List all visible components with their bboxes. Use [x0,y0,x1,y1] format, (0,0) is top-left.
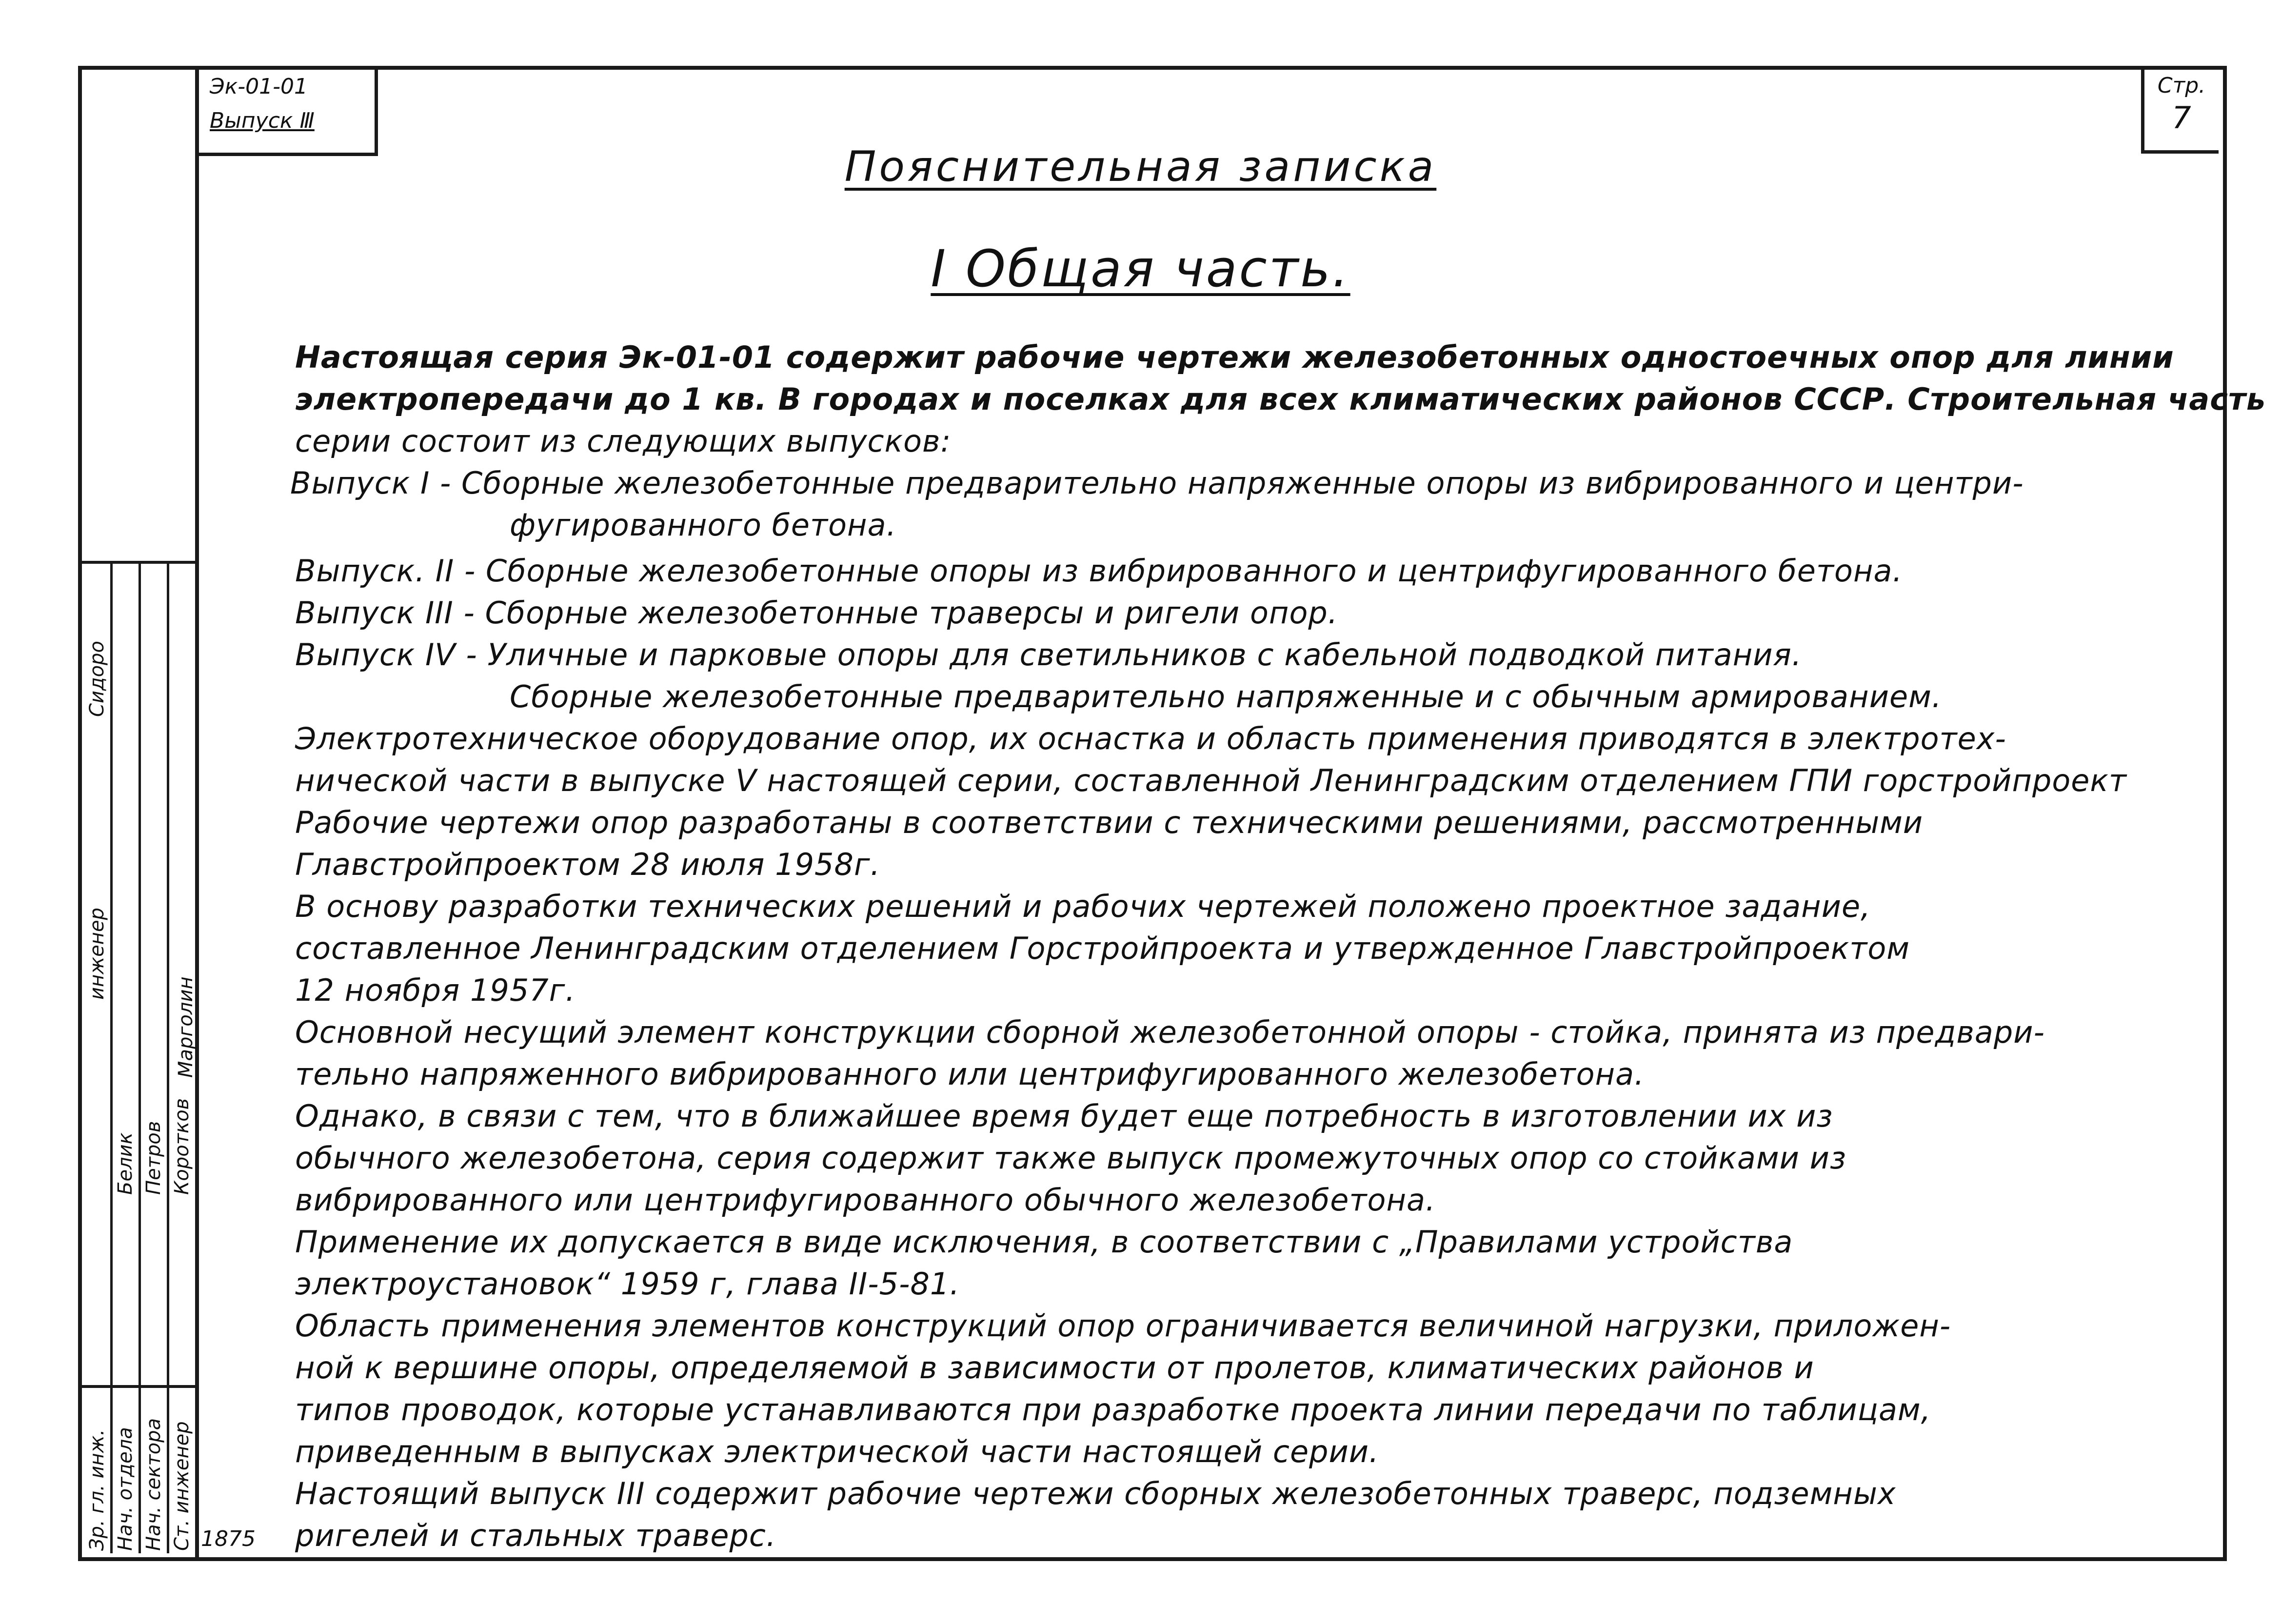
text-line: Настоящий выпуск III содержит рабочие чертежи сборных железобетонных траверс, подземных [295,1476,1896,1511]
text-line: типов проводок, которые устанавливаются при разработке проекта линии передачи по таблицам, [295,1392,1931,1427]
text-line: Рабочие чертежи опор разработаны в соответствии с техническими решениями, рассмотренными [295,805,1924,840]
text-line: Сборные железобетонные предварительно напряженные и с обычным армированием. [510,679,1942,714]
text-line: Основной несущий элемент конструкции сборной железобетонной опоры - стойка, принята из предвари- [295,1014,2045,1050]
text-line: вибрированного или центрифугированного обычного железобетона. [295,1182,1436,1218]
text-line: Выпуск IV - Уличные и парковые опоры для светильников с кабельной подводкой питания. [295,637,1802,673]
text-line: Главстройпроектом 28 июля 1958г. [295,847,881,882]
text-line: ригелей и стальных траверс. [295,1518,776,1553]
page-label: Стр. [2157,73,2206,98]
explanatory-text [290,337,2266,1557]
text-line: В основу разработки технических решений и рабочих чертежей положено проектное задание, [295,889,1871,924]
text-line: обычного железобетона, серия содержит также выпуск промежуточных опор со стойками из [295,1140,1846,1176]
text-line: нической части в выпуске V настоящей серии, составленной Ленинградским отделением ГПИ горстройпроект [295,763,2127,798]
stamp-role: Зр. гл. инж. [86,1429,108,1551]
text-line: Настоящая серия Эк-01-01 содержит рабочие чертежи железобетонных одностоечных опор для линии [295,339,2174,375]
text-line: Электротехническое оборудование опор, их оснастка и область применения приводятся в электротех- [295,721,2006,756]
text-line: 12 ноября 1957г. [295,972,576,1008]
stamp-role: Ст. инженер [171,1421,193,1551]
stamp-name: Белик [114,1132,137,1195]
stamp-role: Нач. сектора [142,1418,165,1551]
stamp-name: Коротков [171,1098,193,1195]
stamp-role: Нач. отдела [114,1427,137,1551]
text-line: ной к вершине опоры, определяемой в зависимости от пролетов, климатических районов и [295,1350,1814,1386]
page-number: 7 [2172,100,2191,136]
text-line: тельно напряженного вибрированного или центрифугированного железобетона. [295,1056,1645,1092]
stamp-label: Сидоро [86,641,108,717]
text-line: Область применения элементов конструкций опор ограничивается величиной нагрузки, приложен- [295,1308,1951,1344]
text-line: приведенным в выпусках электрической части настоящей серии. [295,1434,1379,1469]
text-line: электроустановок“ 1959 г, глава II-5-81. [295,1266,960,1302]
issue-code: Выпуск Ⅲ [210,108,315,133]
text-line: серии состоит из следующих выпусков: [295,423,952,459]
stamp-label: инженер [86,908,108,1000]
text-line: фугированного бетона. [510,507,897,543]
page-number-box [2141,70,2219,154]
text-line: Выпуск I - Сборные железобетонные предварительно напряженные опоры из вибрированного и центри- [290,465,2024,501]
section-heading: I Общая часть. [931,239,1350,298]
document-title: Пояснительная записка [844,142,1437,191]
stamp-name: Петров [142,1121,165,1195]
title-block-stamp [82,561,195,1553]
text-line: электропередачи до 1 кв. В городах и поселках для всех климатических районов СССР. Строительная часть [295,381,2266,417]
text-line: Применение их допускается в виде исключения, в соответствии с „Правилами устройства [295,1224,1793,1260]
sheet-number: 1875 [201,1526,256,1551]
series-code: Эк-01-01 [210,74,308,99]
text-line: Однако, в связи с тем, что в ближайшее время будет еще потребность в изготовлении их из [295,1098,1833,1134]
stamp-name: Марголин [175,976,197,1078]
text-line: составленное Ленинградским отделением Горстройпроекта и утвержденное Главстройпроектом [295,931,1910,966]
text-line: Выпуск III - Сборные железобетонные траверсы и ригели опор. [295,595,1338,631]
text-line: Выпуск. II - Сборные железобетонные опоры из вибрированного и центрифугированного бетона. [295,553,1903,589]
